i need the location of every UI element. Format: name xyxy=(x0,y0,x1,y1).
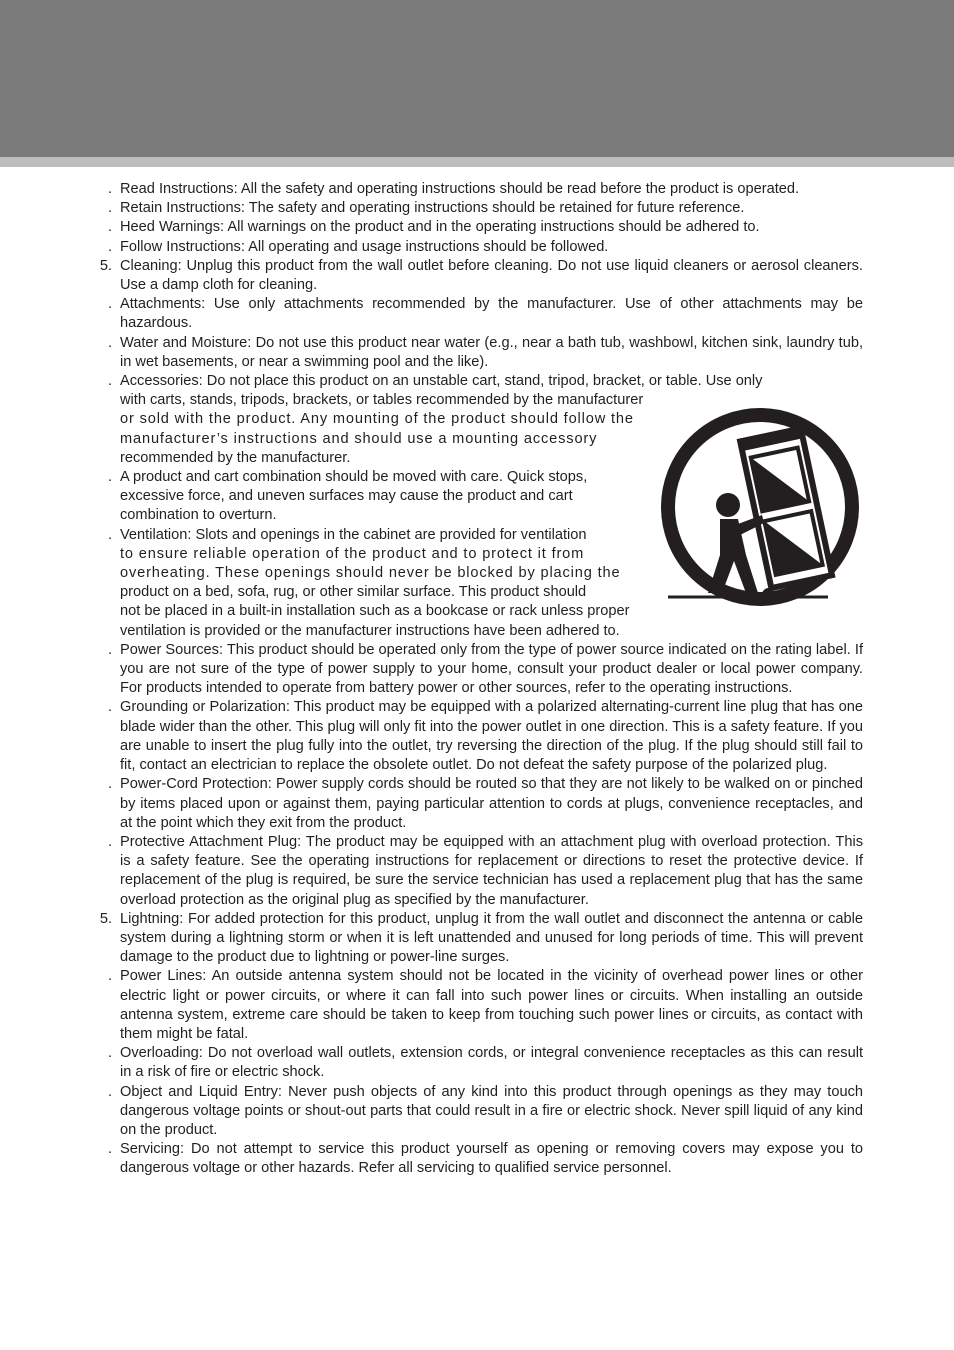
header-band xyxy=(0,0,954,157)
item-number: . xyxy=(107,469,112,486)
item-text: Power Lines: An outside antenna system should not be located in the vicinity of overhead power lines or other electric light or power circuits, or where it can fall into such power lines or circuits. When installing an outside antenna system, extreme care should be taken to keep from touching such power lines or circuits, as contact with them might be fatal. xyxy=(120,968,863,1042)
item-number: . xyxy=(107,833,112,850)
item-text: Read Instructions: All the safety and operating instructions should be read before the product is operated. xyxy=(120,181,800,197)
item-text: Servicing: Do not attempt to service this product yourself as opening or removing covers may expose you to dangerous voltage or other hazards. Refer all servicing to qualified service personnel. xyxy=(120,1141,863,1177)
item-number: . xyxy=(107,1045,112,1062)
item-number: . xyxy=(107,699,112,716)
item-number: . xyxy=(107,296,112,313)
list-item xyxy=(0,698,863,775)
item-number: . xyxy=(107,1141,112,1158)
item-text: Accessories: Do not place this product on an unstable cart, stand, tripod, bracket, or table. Use only xyxy=(120,373,763,390)
item-text: Cleaning: Unplug this product from the wall outlet before cleaning. Do not use liquid cleaners or aerosol cleaners. Use a damp cloth for cleaning. xyxy=(120,257,863,294)
list-item xyxy=(0,833,863,910)
item-number: . xyxy=(107,1083,112,1100)
item-number: 5. xyxy=(99,910,112,927)
list-item xyxy=(0,199,863,218)
list-item xyxy=(0,218,863,237)
list-item xyxy=(0,180,863,199)
item-text: combination to overturn. xyxy=(120,507,277,524)
list-item xyxy=(0,967,863,1044)
item-text: not be placed in a built-in installation such as a bookcase or rack unless proper xyxy=(120,603,630,620)
item-number: 5. xyxy=(99,257,112,274)
item-text: or sold with the product. Any mounting of the product should follow the xyxy=(120,411,634,428)
item-text: Power Sources: This product should be operated only from the type of power source indicated on the rating label. If you are not sure of the type of power supply to your home, consult your product dealer or local power company. For products intended to operate from battery power or other sources, refer to the operating instructions. xyxy=(120,641,863,697)
item-text: Ventilation: Slots and openings in the cabinet are provided for ventilation xyxy=(120,526,587,543)
list-item xyxy=(0,910,863,968)
item-text: manufacturer’s instructions and should use a mounting accessory xyxy=(120,430,598,447)
list-item xyxy=(0,1083,863,1141)
item-text: Protective Attachment Plug: The product may be equipped with an attachment plug with overload protection. This is a safety feature. See the operating instructions for replacement or directions to reset the protective device. If replacement of the plug is required, be sure the service technician has used a replacement plug that has the same overload protection as the original plug as specified by the manufacturer. xyxy=(120,833,863,908)
item-text: Attachments: Use only attachments recommended by the manufacturer. Use of other attachments may be hazardous. xyxy=(120,296,863,332)
list-item xyxy=(0,334,863,372)
list-item xyxy=(0,238,863,257)
item-text: A product and cart combination should be moved with care. Quick stops, xyxy=(120,469,588,486)
header-stripe xyxy=(0,157,954,167)
item-number: . xyxy=(107,238,112,255)
list-item xyxy=(0,1140,863,1178)
item-number: . xyxy=(107,219,112,236)
item-text: ventilation is provided or the manufacturer instructions have been adhered to. xyxy=(120,622,620,639)
item-text: to ensure reliable operation of the product and to protect it from xyxy=(120,545,585,562)
item-number: . xyxy=(107,776,112,793)
cart-tip-over-warning-icon xyxy=(658,405,862,609)
item-number: . xyxy=(107,334,112,351)
list-item xyxy=(0,775,863,833)
item-text: excessive force, and uneven surfaces may cause the product and cart xyxy=(120,488,573,505)
safety-instructions-list xyxy=(0,180,954,1179)
item-text: with carts, stands, tripods, brackets, or tables recommended by the manufacturer xyxy=(120,392,644,409)
item-number: . xyxy=(107,968,112,985)
item-number: . xyxy=(107,200,112,217)
list-item xyxy=(0,1044,863,1082)
list-item xyxy=(0,641,863,699)
item-text: Heed Warnings: All warnings on the product and in the operating instructions should be adhered to. xyxy=(120,219,760,236)
item-number: . xyxy=(107,641,112,658)
list-item xyxy=(0,295,863,333)
item-text: Lightning: For added protection for this product, unplug it from the wall outlet and disconnect the antenna or cable system during a lightning storm or when it is left unattended and unused for long periods of time. This will prevent damage to the product due to lightning or power-line surges. xyxy=(120,910,863,966)
list-item xyxy=(0,257,863,295)
item-text: Grounding or Polarization: This product may be equipped with a polarized alternating-current line plug that has one blade wider than the other. This plug will only fit into the power outlet in one direction. This is a safety feature. If you are unable to insert the plug fully into the outlet, try reversing the direction of the plug. If the plug should still fail to fit, contact an electrician to replace the obsolete outlet. Do not defeat the safety purpose of the polarized plug. xyxy=(120,699,863,774)
item-text: Power-Cord Protection: Power supply cords should be routed so that they are not likely to be walked on or pinched by items placed upon or against them, paying particular attention to cords at plugs, convenience receptacles, and at the point which they exit from the product. xyxy=(120,776,863,831)
item-text: Follow Instructions: All operating and usage instructions should be followed. xyxy=(120,238,609,255)
item-text: overheating. These openings should never be blocked by placing the xyxy=(120,565,621,582)
item-text: product on a bed, sofa, rug, or other similar surface. This product should xyxy=(120,584,587,601)
item-number: . xyxy=(107,373,112,390)
item-number: . xyxy=(107,181,112,197)
item-text: recommended by the manufacturer. xyxy=(120,449,351,466)
item-text: Retain Instructions: The safety and operating instructions should be retained for future reference. xyxy=(120,200,745,217)
item-text: Overloading: Do not overload wall outlets, extension cords, or integral convenience receptacles as this can result in a risk of fire or electric shock. xyxy=(120,1045,863,1081)
item-text: Water and Moisture: Do not use this product near water (e.g., near a bath tub, washbowl, kitchen sink, laundry tub, in wet basements, or near a swimming pool and the like). xyxy=(120,334,863,370)
item-number: . xyxy=(107,526,112,543)
item-text: Object and Liquid Entry: Never push objects of any kind into this product through openings as they may touch dangerous voltage points or shout-out parts that could result in a fire or electric shock. Never spill liquid of any kind on the product. xyxy=(120,1083,863,1138)
